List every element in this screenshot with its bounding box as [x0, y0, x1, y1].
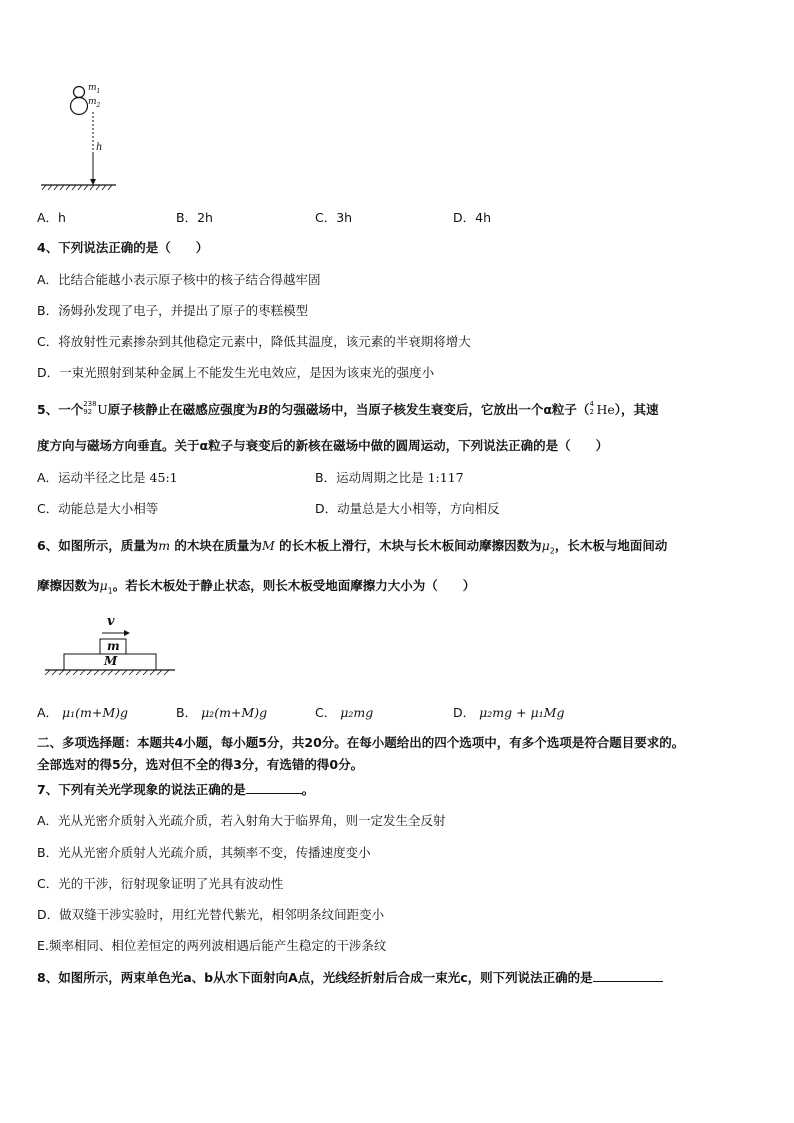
q5-stem-line1: 5、一个 238 92 U原子核静止在磁感应强度为B的匀强磁场中，当原子核发生衰变后，它放出一个α粒子（ 4 2 He），其速	[37, 400, 659, 417]
q3-option-c[interactable]: C．3h	[315, 210, 353, 225]
label-board-M: M	[104, 654, 118, 668]
q7-stem: 7、下列有关光学现象的说法正确的是 。	[37, 782, 315, 797]
label-block-m: m	[107, 639, 120, 653]
q7-option-b[interactable]: B．光从光密介质射人光疏介质，其频率不变，传播速度变小	[37, 845, 371, 860]
q3-option-b[interactable]: B．2h	[176, 210, 213, 225]
q5-option-d[interactable]: D．动量总是大小相等，方向相反	[315, 501, 500, 516]
q6-option-c[interactable]: C． μ₂mg	[315, 705, 374, 720]
q3-option-a[interactable]: A．h	[37, 210, 66, 225]
q7-option-c[interactable]: C．光的干涉，衍射现象证明了光具有波动性	[37, 876, 284, 891]
q6-stem-line1: 6、如图所示，质量为m 的木块在质量为M 的长木板上滑行，木块与长木板间动摩擦因数为$\mu_2$，长木板与地面间动	[37, 538, 668, 556]
q7-option-e[interactable]: E.频率相同、相位差恒定的两列波相遇后能产生稳定的干涉条纹	[37, 938, 387, 953]
q5-stem-line2: 度方向与磁场方向垂直。关于α粒子与衰变后的新核在磁场中做的圆周运动，下列说法正确的是（ ）	[37, 438, 609, 453]
q3-option-d[interactable]: D．4h	[453, 210, 492, 225]
q5-option-c[interactable]: C．动能总是大小相等	[37, 501, 159, 516]
figure-two-balls	[36, 82, 126, 192]
q6-option-a[interactable]: A． μ₁(m+M)g	[37, 705, 129, 720]
section2-line2: 全部选对的得5分，选对但不全的得3分，有选错的得0分。	[37, 757, 364, 772]
two-balls-diagram	[36, 82, 126, 192]
q7-option-d[interactable]: D．做双缝干涉实验时，用红光替代紫光，相邻明条纹间距变小	[37, 907, 385, 922]
answer-blank[interactable]	[593, 981, 663, 982]
q5-option-a[interactable]: A．运动半径之比是 45:1	[37, 470, 178, 485]
q4-option-b[interactable]: B．汤姆孙发现了电子，并提出了原子的枣糕模型	[37, 303, 309, 318]
section2-line1: 二、多项选择题：本题共4小题，每小题5分，共20分。在每小题给出的四个选项中，有多个选项是符合题目要求的。	[37, 735, 685, 750]
q5-option-b[interactable]: B．运动周期之比是 1:117	[315, 470, 464, 485]
q7-option-a[interactable]: A．光从光密介质射入光疏介质，若入射角大于临界角，则一定发生全反射	[37, 813, 446, 828]
q6-stem-line2: 摩擦因数为$\mu_1$。若长木板处于静止状态，则长木板受地面摩擦力大小为（ ）	[37, 578, 476, 596]
answer-blank[interactable]	[246, 793, 302, 794]
q4-option-d[interactable]: D．一束光照射到某种金属上不能发生光电效应，是因为该束光的强度小	[37, 365, 435, 380]
figure-block-on-board	[40, 612, 180, 682]
label-v: v	[107, 614, 115, 629]
q8-stem: 8、如图所示，两束单色光a、b从水下面射向A点，光线经折射后合成一束光c，则下列说法正确的是	[37, 968, 663, 986]
q4-option-c[interactable]: C．将放射性元素掺杂到其他稳定元素中，降低其温度，该元素的半衰期将增大	[37, 334, 471, 349]
q6-option-d[interactable]: D． μ₂mg + μ₁Mg	[453, 705, 565, 720]
q4-stem: 4、下列说法正确的是（ ）	[37, 240, 209, 255]
label-h: h	[96, 142, 103, 153]
label-m2: $m_2$	[88, 97, 101, 109]
label-m1: $m_1$	[88, 83, 101, 95]
q4-option-a[interactable]: A．比结合能越小表示原子核中的核子结合得越牢固	[37, 272, 321, 287]
q6-option-b[interactable]: B． μ₂(m+M)g	[176, 705, 268, 720]
